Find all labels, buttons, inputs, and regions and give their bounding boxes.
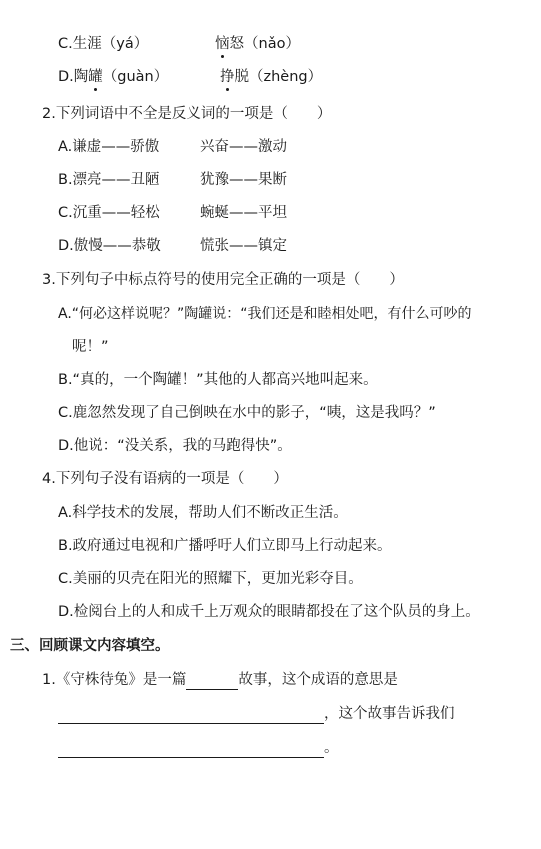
- q3-option-a-line1: A.“何必这样说呢？”陶罐说：“我们还是和睦相处吧，有什么可吵的: [58, 306, 472, 322]
- q1-option-d-left-rest: （guàn）: [102, 69, 169, 85]
- q4-option-a: A.科学技术的发展，帮助人们不断改正生活。: [58, 505, 348, 521]
- fill-item-1-text-c: ，这个故事告诉我们: [324, 706, 455, 722]
- section-heading: 三、回顾课文内容填空。: [10, 638, 170, 654]
- emphasis-dot-char: 恼: [215, 36, 230, 52]
- answer-blank[interactable]: [58, 705, 324, 724]
- answer-blank[interactable]: [58, 739, 324, 758]
- q2-option-a-right: 兴奋——激动: [200, 139, 287, 155]
- q2-option-d-right: 慌张——镇定: [200, 238, 287, 254]
- q1-option-c-right-rest: 怒（nǎo）: [229, 36, 300, 52]
- q1-option-c-right: [215, 34, 300, 54]
- q3-option-b: B.“真的，一个陶罐！”其他的人都高兴地叫起来。: [58, 372, 378, 388]
- q3-option-d: D.他说：“没关系，我的马跑得快”。: [58, 438, 292, 454]
- q2-option-b-left: B.漂亮——丑陋: [58, 172, 160, 188]
- q3-option-a-line2: 呢！”: [72, 339, 109, 355]
- q4-option-c: C.美丽的贝壳在阳光的照耀下，更加光彩夺目。: [58, 571, 363, 587]
- q1-option-d-left-pre: D.陶: [58, 69, 89, 85]
- fill-item-1-line1: [42, 670, 398, 690]
- q3-option-c: C.鹿忽然发现了自己倒映在水中的影子，“咦，这是我吗？”: [58, 405, 436, 421]
- q2-option-a-left: A.谦虚——骄傲: [58, 139, 160, 155]
- emphasis-dot-char: 挣: [220, 69, 235, 85]
- fill-item-1-text-a: 1.《守株待兔》是一篇: [42, 672, 187, 688]
- answer-blank[interactable]: [186, 671, 238, 690]
- q3-question: 3.下列句子中标点符号的使用完全正确的一项是（ ）: [42, 272, 404, 288]
- fill-item-1-line2: [58, 704, 455, 724]
- q1-option-d-left: [58, 67, 168, 87]
- q4-question: 4.下列句子没有语病的一项是（ ）: [42, 471, 288, 487]
- q1-option-c-left: C.生涯（yá）: [58, 36, 149, 52]
- q2-option-d-left: D.傲慢——恭敬: [58, 238, 161, 254]
- q4-option-d: D.检阅台上的人和成千上万观众的眼睛都投在了这个队员的身上。: [58, 604, 480, 620]
- fill-item-1-text-d: 。: [324, 740, 339, 756]
- q4-option-b: B.政府通过电视和广播呼吁人们立即马上行动起来。: [58, 538, 392, 554]
- q2-option-c-right: 蜿蜒——平坦: [200, 205, 287, 221]
- fill-item-1-text-b: 故事，这个成语的意思是: [238, 672, 398, 688]
- q1-option-d-right: [220, 67, 322, 87]
- fill-item-1-line3: [58, 738, 339, 758]
- q2-option-c-left: C.沉重——轻松: [58, 205, 160, 221]
- q2-option-b-right: 犹豫——果断: [200, 172, 287, 188]
- q1-option-d-right-rest: 脱（zhèng）: [234, 69, 323, 85]
- q2-question: 2.下列词语中不全是反义词的一项是（ ）: [42, 106, 332, 122]
- emphasis-dot-char: 罐: [88, 69, 103, 85]
